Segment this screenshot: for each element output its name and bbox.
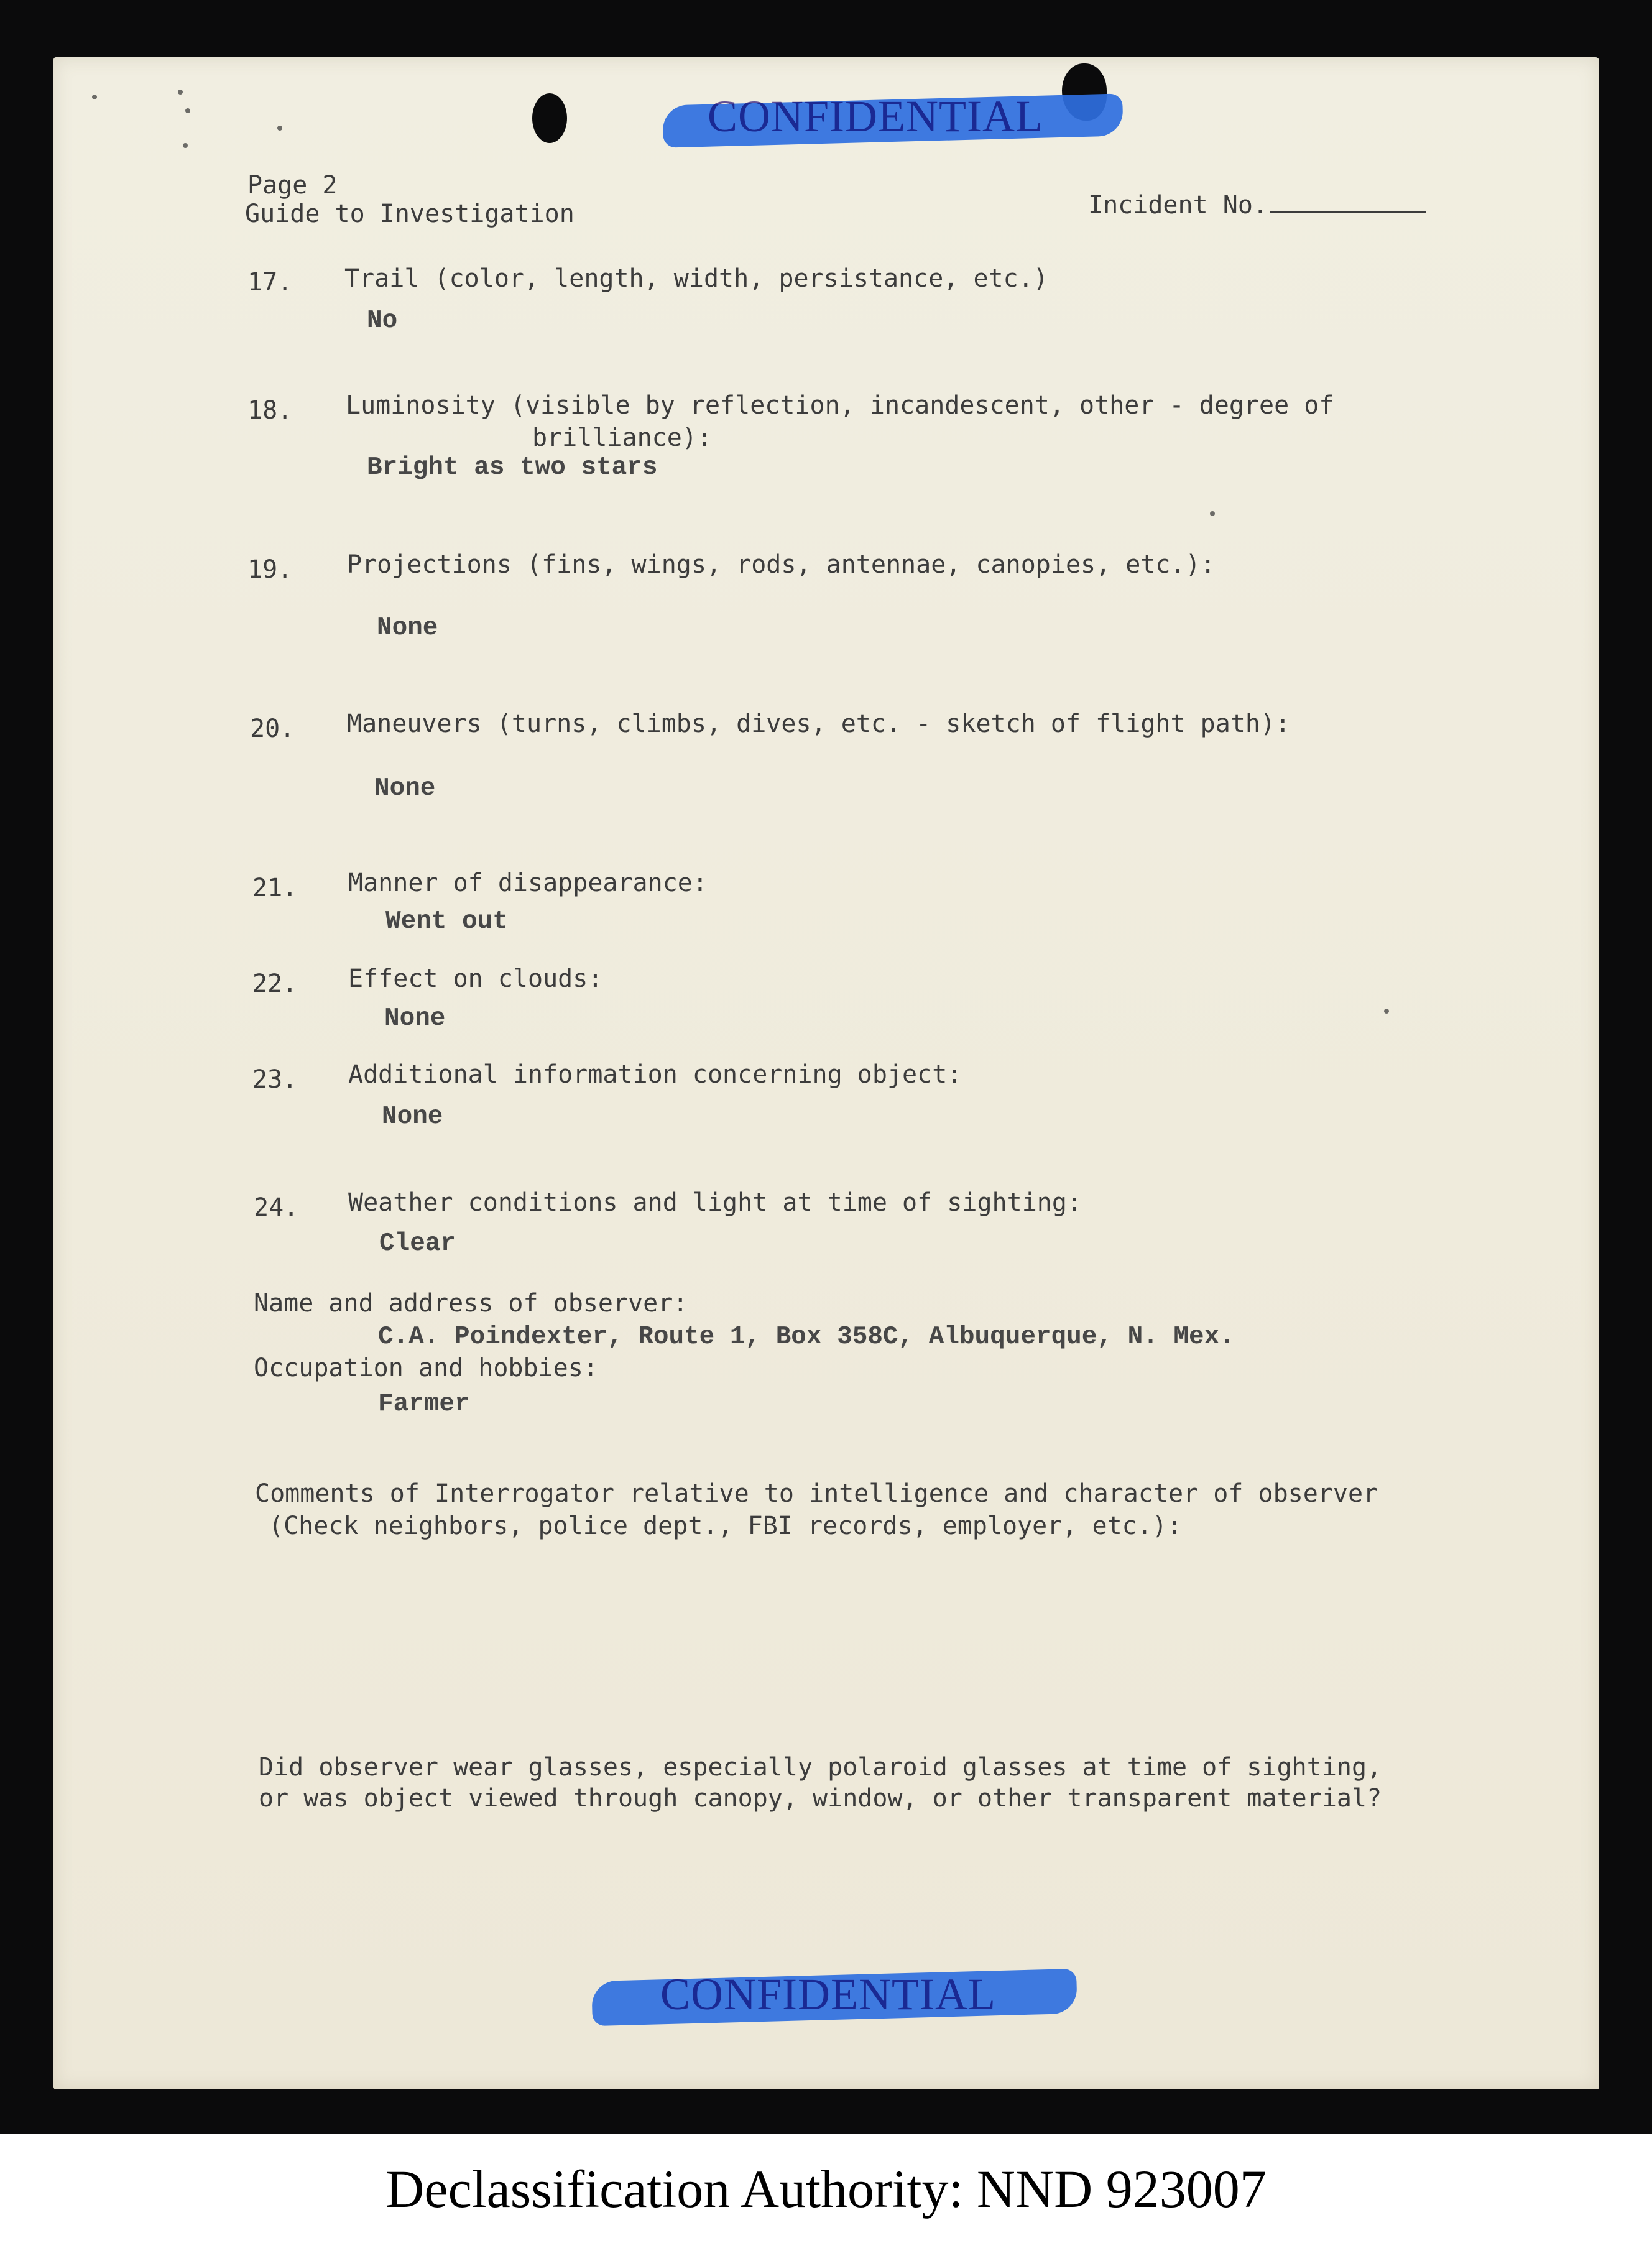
glasses-question-line-1: Did observer wear glasses, especially polaroid glasses at time of sighting, — [259, 1753, 1382, 1782]
item-question: Effect on clouds: — [348, 964, 603, 993]
observer-name-value: C.A. Poindexter, Route 1, Box 358C, Albuquerque, N. Mex. — [378, 1323, 1235, 1351]
declassification-caption: Declassification Authority: NND 923007 — [385, 2158, 1267, 2219]
item-question: Trail (color, length, width, persistance, etc.) — [344, 264, 1048, 293]
item-answer: Clear — [379, 1229, 456, 1258]
item-answer: Bright as two stars — [367, 453, 658, 482]
speck — [185, 108, 190, 113]
item-answer: No — [367, 307, 398, 335]
occupation-label: Occupation and hobbies: — [254, 1354, 598, 1382]
speck — [1384, 1009, 1389, 1014]
item-number: 22. — [252, 969, 298, 998]
item-number: 24. — [254, 1193, 299, 1222]
item-answer: None — [382, 1103, 443, 1131]
speck — [1210, 511, 1215, 516]
incident-number-label: Incident No. — [1088, 191, 1268, 220]
glasses-question-line-2: or was object viewed through canopy, window, or other transparent material? — [259, 1784, 1382, 1813]
incident-number-field — [1088, 193, 1426, 218]
item-question: Maneuvers (turns, climbs, dives, etc. - sketch of flight path): — [347, 710, 1291, 738]
item-number: 19. — [247, 555, 293, 584]
item-answer: None — [377, 614, 438, 642]
observer-name-label: Name and address of observer: — [254, 1289, 688, 1318]
incident-number-blank — [1270, 193, 1426, 213]
punch-hole-left — [532, 93, 567, 143]
item-question: Weather conditions and light at time of sighting: — [348, 1188, 1082, 1217]
item-number: 23. — [252, 1065, 298, 1094]
speck — [178, 90, 183, 95]
page-number: Page 2 — [247, 171, 338, 200]
item-question: Manner of disappearance: — [348, 869, 708, 897]
item-question: Projections (fins, wings, rods, antennae, canopies, etc.): — [347, 550, 1216, 579]
item-number: 18. — [247, 396, 293, 425]
confidential-stamp-bottom: CONFIDENTIAL — [592, 1963, 1077, 2031]
item-question: Additional information concerning object: — [348, 1060, 962, 1089]
item-answer: Went out — [385, 907, 508, 936]
occupation-value: Farmer — [378, 1390, 470, 1418]
item-number: 20. — [250, 715, 295, 743]
speck — [183, 143, 188, 148]
item-question-continued: brilliance): — [532, 423, 712, 452]
confidential-stamp-top: CONFIDENTIAL — [663, 83, 1123, 152]
item-number: 21. — [252, 874, 298, 902]
comments-line-1: Comments of Interrogator relative to intelligence and character of observer — [255, 1479, 1378, 1508]
item-number: 17. — [247, 268, 293, 297]
form-title: Guide to Investigation — [245, 200, 575, 228]
item-question: Luminosity (visible by reflection, incandescent, other - degree of — [346, 391, 1334, 420]
comments-line-2: (Check neighbors, police dept., FBI records, employer, etc.): — [269, 1512, 1183, 1540]
speck — [92, 95, 97, 99]
item-answer: None — [384, 1004, 446, 1033]
speck — [277, 126, 282, 131]
paper-page — [53, 57, 1599, 2089]
item-answer: None — [374, 774, 436, 803]
